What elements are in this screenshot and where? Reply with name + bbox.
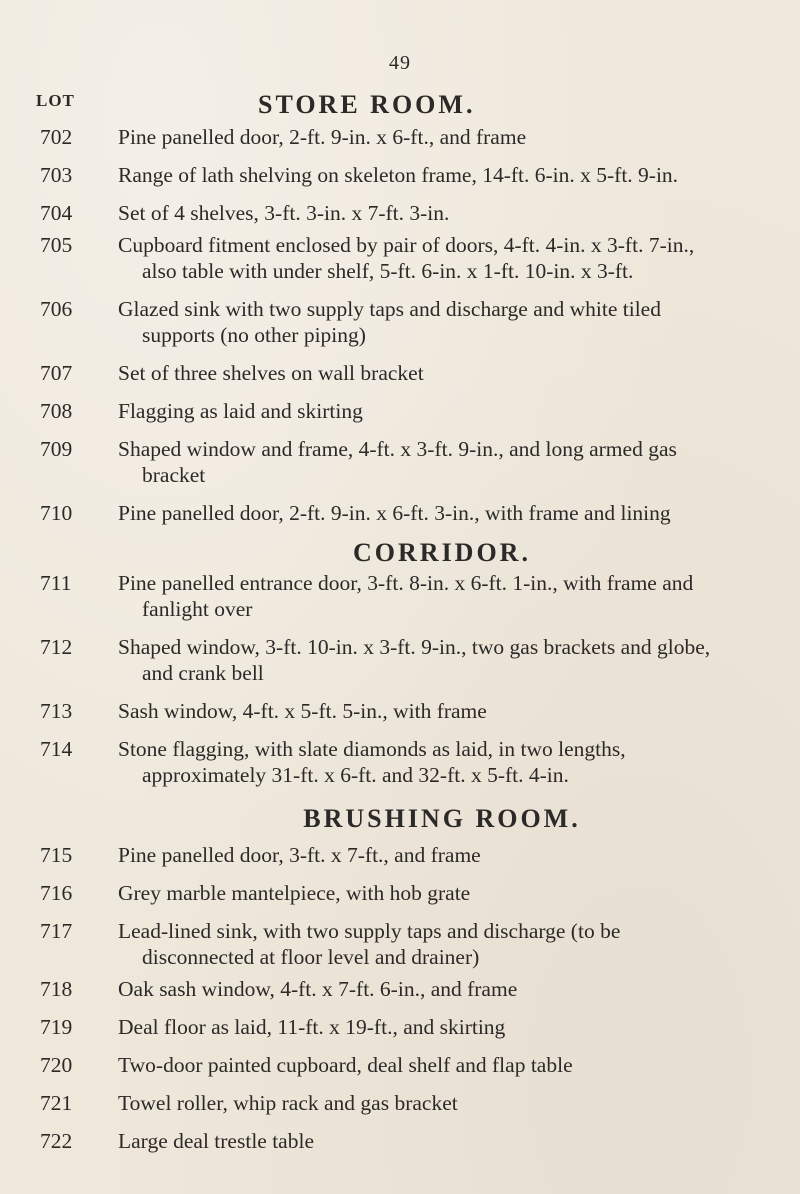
lot-description: Glazed sink with two supply taps and discharge and white tiled supports (no other piping)	[118, 297, 661, 347]
lot-description: Cupboard fitment enclosed by pair of doors, 4-ft. 4-in. x 3-ft. 7-in., also table with under shelf, 5-ft. 6-in. x 1-ft. 10-in. x 3-ft.	[118, 233, 695, 283]
lot-description: Large deal trestle table	[118, 1129, 314, 1153]
lot-description: Grey marble mantelpiece, with hob grate	[118, 881, 471, 905]
lot-number: 708	[40, 399, 73, 423]
section-title-corridor: CORRIDOR.	[353, 538, 531, 567]
lot-description: Oak sash window, 4-ft. x 7-ft. 6-in., and frame	[118, 977, 518, 1001]
lot-column-header: LOT	[36, 91, 75, 110]
lot-row	[0, 1014, 800, 1040]
lot-row	[0, 162, 800, 188]
lot-description: Deal floor as laid, 11-ft. x 19-ft., and skirting	[118, 1015, 506, 1039]
lot-number: 706	[40, 297, 73, 321]
lot-description: Flagging as laid and skirting	[118, 399, 363, 423]
lot-number: 721	[40, 1091, 73, 1115]
lot-number: 704	[40, 201, 73, 225]
lot-row	[0, 880, 800, 906]
lot-number: 705	[40, 233, 73, 257]
lot-number: 719	[40, 1015, 73, 1039]
lot-number: 703	[40, 163, 73, 187]
lot-row	[0, 1052, 800, 1078]
lot-number: 718	[40, 977, 73, 1001]
lot-description: Set of 4 shelves, 3-ft. 3-in. x 7-ft. 3-in.	[118, 201, 450, 225]
lot-description: Sash window, 4-ft. x 5-ft. 5-in., with frame	[118, 699, 487, 723]
lot-number: 711	[40, 571, 72, 595]
lot-row	[0, 232, 800, 284]
page-number: 49	[389, 52, 411, 74]
lot-row	[0, 124, 800, 150]
lot-description: Pine panelled door, 3-ft. x 7-ft., and frame	[118, 843, 481, 867]
lot-number: 714	[40, 737, 73, 761]
lot-listing	[0, 88, 800, 1154]
lot-number: 720	[40, 1053, 73, 1077]
lot-number: 716	[40, 881, 73, 905]
lot-description: Pine panelled entrance door, 3-ft. 8-in. x 6-ft. 1-in., with frame and fanlight over	[118, 571, 694, 621]
lot-number: 707	[40, 361, 73, 385]
lot-row	[0, 736, 800, 788]
lot-row	[0, 976, 800, 1002]
lot-number: 717	[40, 919, 73, 943]
lot-description: Lead-lined sink, with two supply taps and discharge (to be disconnected at floor level and drainer)	[118, 919, 621, 969]
lot-number: 709	[40, 437, 73, 461]
lot-description: Shaped window, 3-ft. 10-in. x 3-ft. 9-in., two gas brackets and globe, and crank bell	[118, 635, 711, 685]
lot-row	[0, 842, 800, 868]
lot-row	[0, 398, 800, 424]
lot-number: 715	[40, 843, 73, 867]
lot-row	[0, 500, 800, 526]
lot-description: Pine panelled door, 2-ft. 9-in. x 6-ft. 3-in., with frame and lining	[118, 501, 671, 525]
lot-description: Towel roller, whip rack and gas bracket	[118, 1091, 458, 1115]
lot-description: Range of lath shelving on skeleton frame, 14-ft. 6-in. x 5-ft. 9-in.	[118, 163, 679, 187]
lot-description: Stone flagging, with slate diamonds as laid, in two lengths, approximately 31-ft. x 6-ft. and 32-ft. x 5-ft. 4-in.	[118, 737, 626, 787]
section-title-brushing-room: BRUSHING ROOM.	[303, 804, 581, 833]
lot-row	[0, 296, 800, 348]
lot-row	[0, 570, 800, 622]
lot-description: Two-door painted cupboard, deal shelf and flap table	[118, 1053, 573, 1077]
lot-row	[0, 698, 800, 724]
lot-row	[0, 918, 800, 970]
lot-row	[0, 200, 800, 226]
lot-number: 713	[40, 699, 73, 723]
lot-row	[0, 1090, 800, 1116]
lot-description: Shaped window and frame, 4-ft. x 3-ft. 9-in., and long armed gas bracket	[118, 437, 677, 487]
lot-number: 712	[40, 635, 73, 659]
lot-row	[0, 1128, 800, 1154]
lot-number: 722	[40, 1129, 73, 1153]
lot-number: 710	[40, 501, 73, 525]
lot-number: 702	[40, 125, 73, 149]
section-title-store-room: STORE ROOM.	[258, 90, 476, 119]
lot-description: Set of three shelves on wall bracket	[118, 361, 424, 385]
lot-row	[0, 436, 800, 488]
lot-row	[0, 634, 800, 686]
lot-row	[0, 360, 800, 386]
lot-description: Pine panelled door, 2-ft. 9-in. x 6-ft., and frame	[118, 125, 527, 149]
